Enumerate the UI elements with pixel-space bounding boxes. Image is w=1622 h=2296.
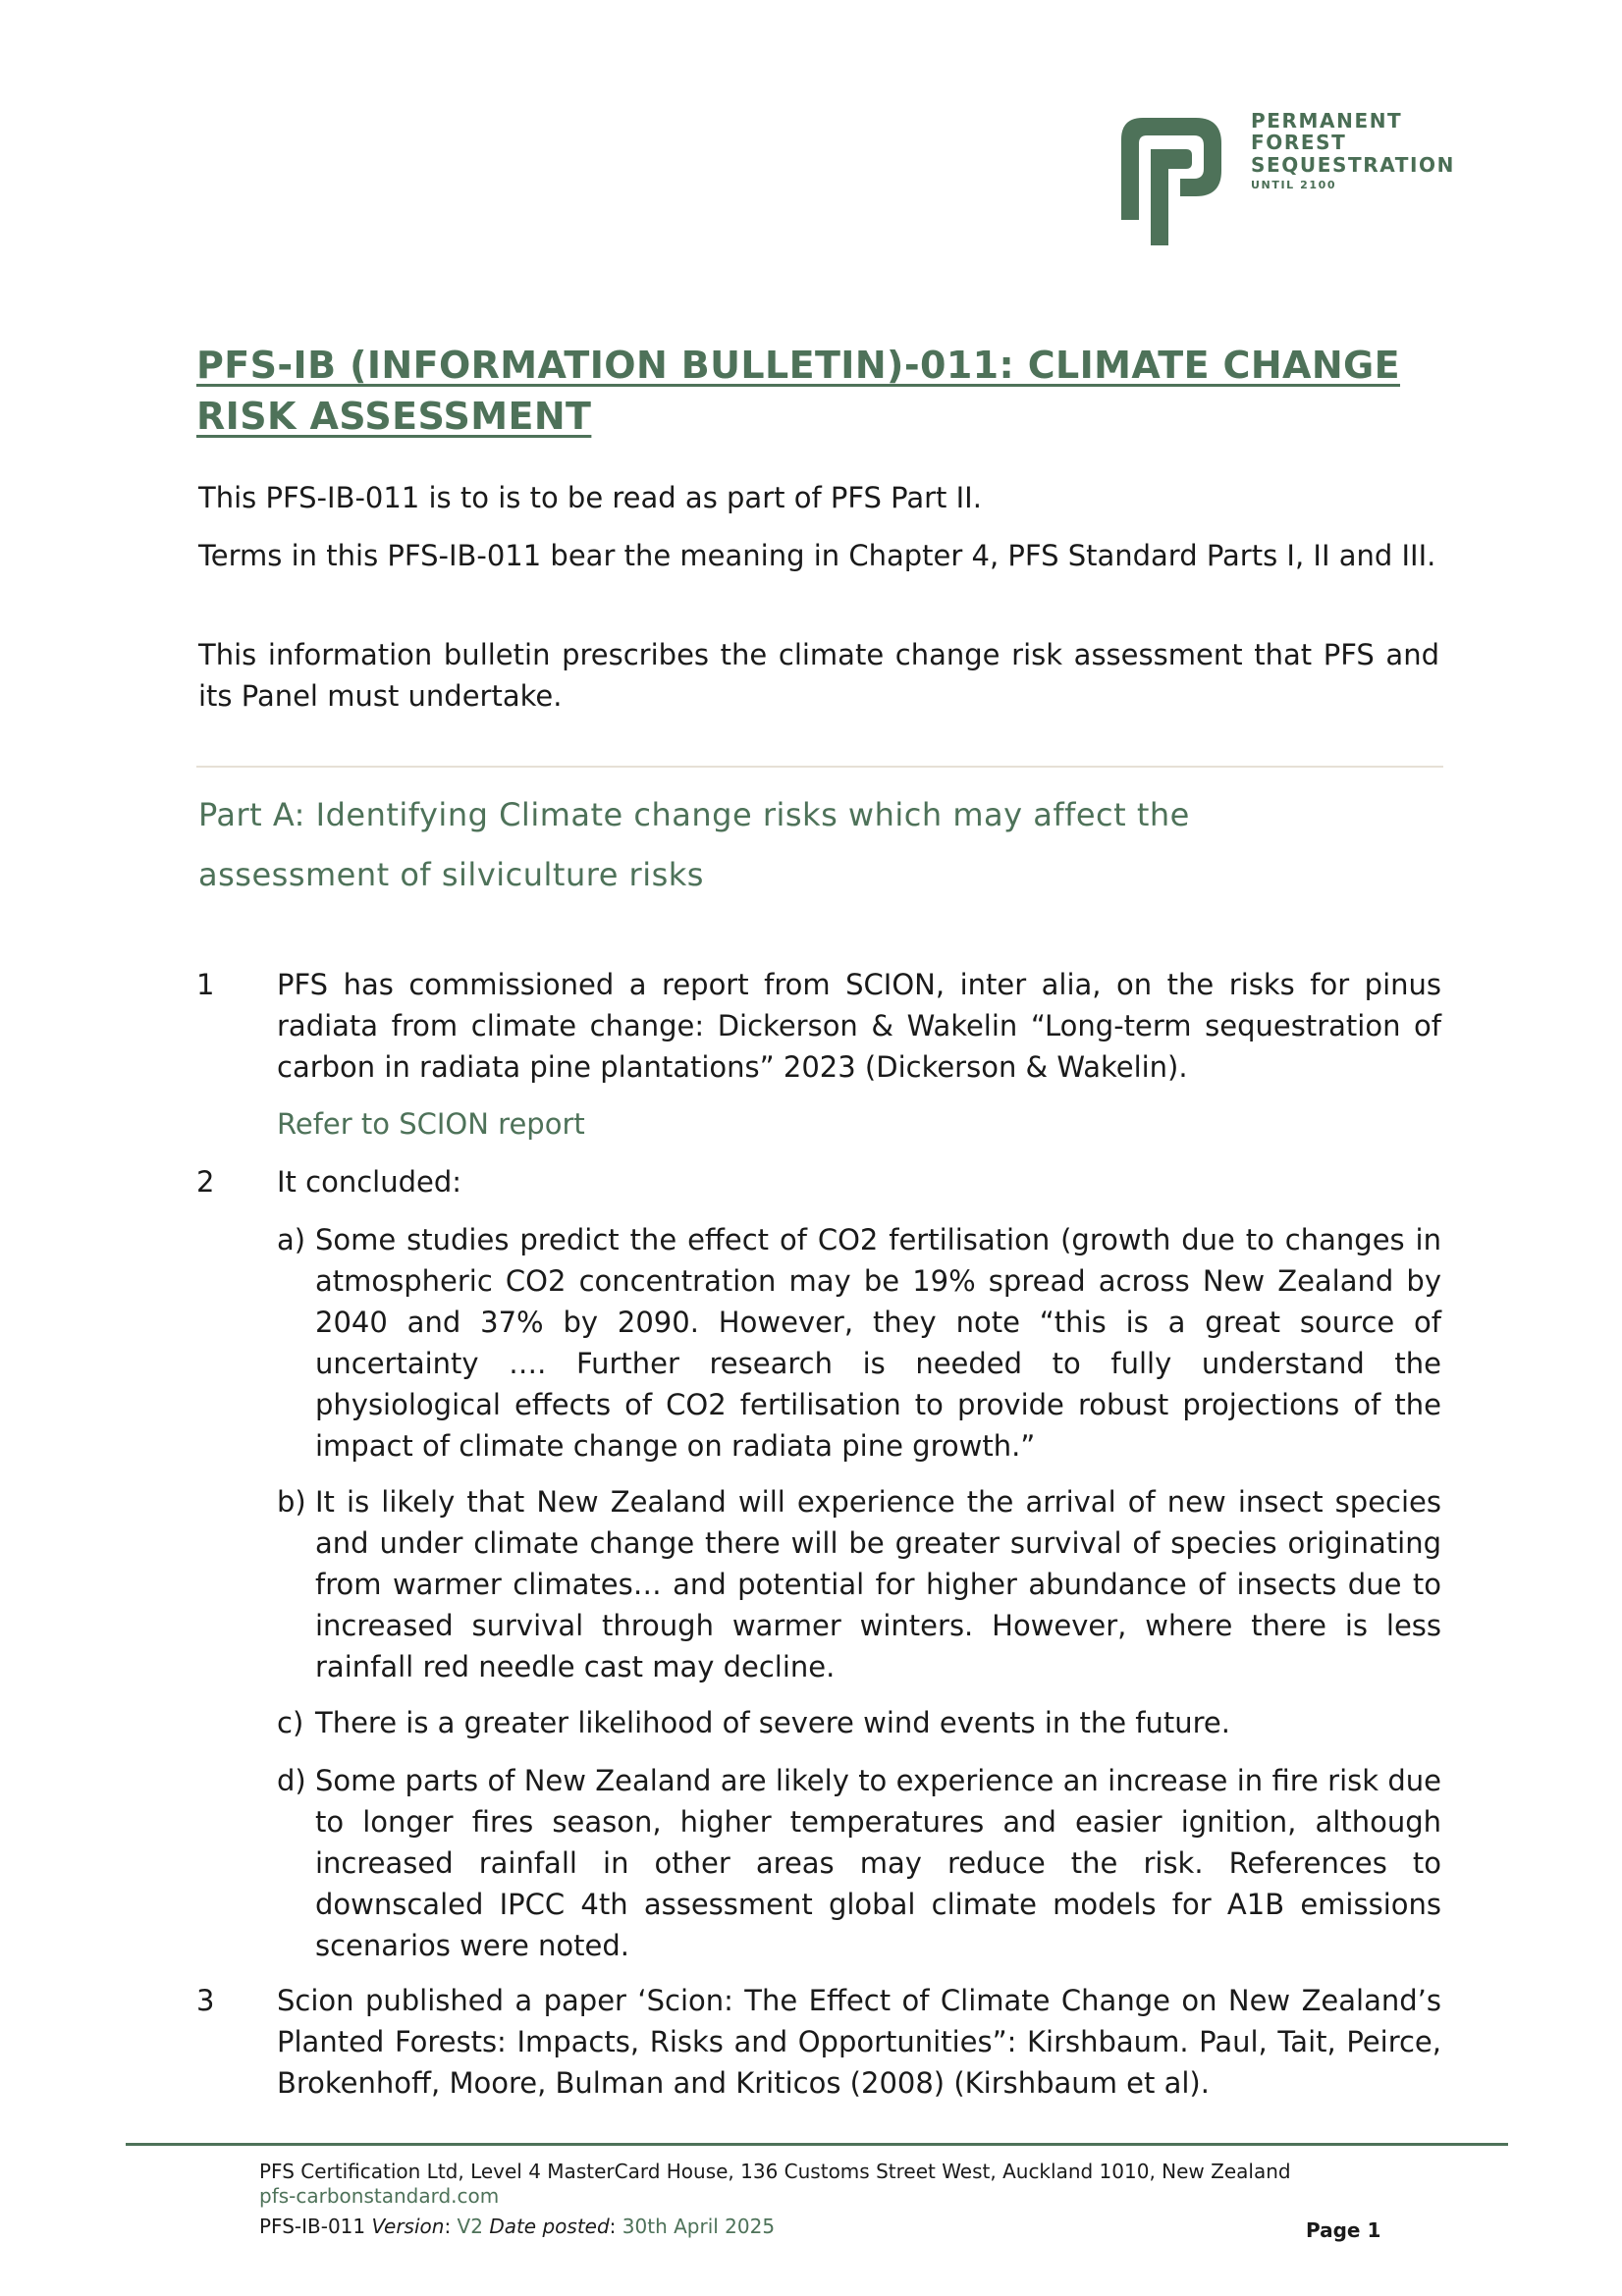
list-item-letter-a: a) (277, 1223, 306, 1256)
page-label: Page (1306, 2218, 1361, 2242)
footer-address: PFS Certification Ltd, Level 4 MasterCard House, 136 Customs Street West, Auckland 1010, New Zealand (259, 2160, 1291, 2183)
logo-tagline: UNTIL 2100 (1251, 179, 1337, 192)
section-divider (196, 766, 1443, 768)
footer-website-link[interactable]: pfs-carbonstandard.com (259, 2184, 500, 2208)
list-item-a: Some studies predict the effect of CO2 fertilisation (growth due to changes in atmospheric CO2 concentration may be 19% spread across New Zealand by 2040 and 37% by 2090. However, they note “this is a great source of uncertainty …. Further research is needed to fully understand the physiological effects of CO2 fertilisation to provide robust projections of the impact of climate change on radiata pine growth.” (315, 1223, 1441, 1463)
intro-paragraph-3: This information bulletin prescribes the climate change risk assessment that PFS and its Panel must undertake. (198, 638, 1439, 713)
logo-line-2: FOREST (1251, 131, 1347, 155)
list-item-c: There is a greater likelihood of severe wind events in the future. (315, 1706, 1230, 1739)
footer-date-label: Date posted (489, 2215, 610, 2238)
pfs-logo (1111, 110, 1485, 257)
scion-report-link[interactable]: Refer to SCION report (277, 1107, 585, 1141)
list-item-d: Some parts of New Zealand are likely to experience an increase in fire risk due to longer fires season, higher temperatures and easier ignition, although increased rainfall in other areas may reduce the risk. References to downscaled IPCC 4th assessment global climate models for A1B emissions scenarios were noted. (315, 1764, 1441, 1962)
footer-divider (126, 2143, 1508, 2146)
intro-paragraph-1: This PFS-IB-011 is to is to be read as part of PFS Part II. (198, 481, 982, 514)
list-item-letter-b: b) (277, 1485, 306, 1519)
footer-date-value: 30th April 2025 (622, 2215, 776, 2238)
footer-doc-id: PFS-IB-011 (259, 2215, 366, 2238)
page-number-value: 1 (1367, 2218, 1381, 2242)
footer-version-value: V2 (457, 2215, 483, 2238)
list-item-letter-c: c) (277, 1706, 304, 1739)
pfs-logo-mark-icon (1111, 110, 1229, 247)
paragraph-number-3: 3 (196, 1984, 215, 2017)
list-item-letter-d: d) (277, 1764, 306, 1797)
paragraph-2: It concluded: (277, 1165, 462, 1199)
page-number (1306, 2218, 1380, 2242)
intro-paragraph-2: Terms in this PFS-IB-011 bear the meaning in Chapter 4, PFS Standard Parts I, II and III. (198, 539, 1436, 572)
logo-line-1: PERMANENT (1251, 109, 1403, 133)
list-item-b: It is likely that New Zealand will experience the arrival of new insect species and under climate change there will be greater survival of species originating from warmer climates… and potential for higher abundance of insects due to increased survival through warmer winters. However, where there is less rainfall red needle cast may decline. (315, 1485, 1441, 1683)
part-a-heading: Part A: Identifying Climate change risks which may affect the assessment of silviculture risks (198, 796, 1190, 893)
paragraph-number-1: 1 (196, 968, 215, 1001)
document-title: PFS-IB (INFORMATION BULLETIN)-011: CLIMATE CHANGE RISK ASSESSMENT (196, 344, 1401, 438)
logo-line-3: SEQUESTRATION (1251, 152, 1455, 177)
footer-version-label: Version (371, 2215, 445, 2238)
paragraph-3: Scion published a paper ‘Scion: The Effect of Climate Change on New Zealand’s Planted Forests: Impacts, Risks and Opportunities”: Kirshbaum. Paul, Tait, Peirce, Brokenhoff, Moore, Bulman and Kriticos (2008) (Kirshbaum et al). (277, 1984, 1441, 2100)
footer-document-meta: PFS-IB-011 Version: V2 Date posted: 30th April 2025 (259, 2215, 776, 2238)
paragraph-number-2: 2 (196, 1165, 215, 1199)
paragraph-1: PFS has commissioned a report from SCION, inter alia, on the risks for pinus radiata from climate change: Dickerson & Wakelin “Long-term sequestration of carbon in radiata pine plantations” 2023 (Dickerson & Wakelin). (277, 968, 1441, 1084)
